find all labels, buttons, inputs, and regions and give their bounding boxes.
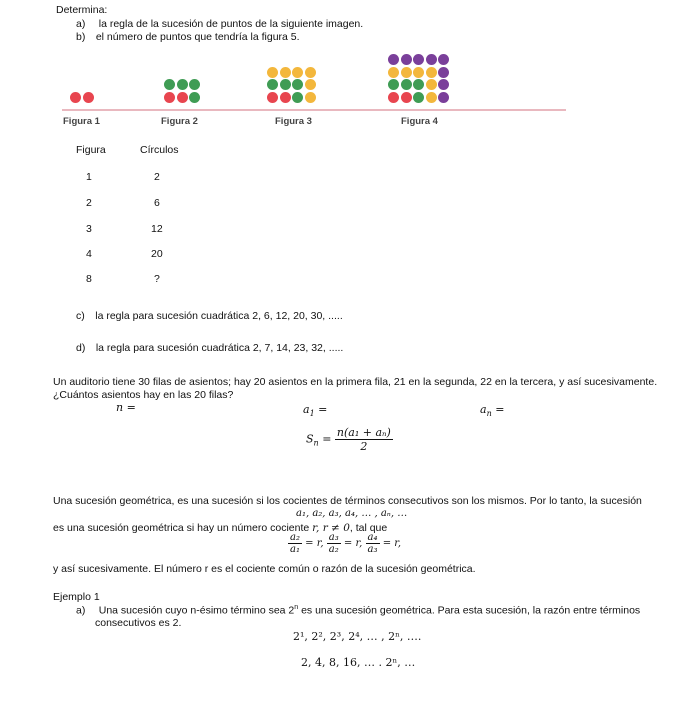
- task-b: b) el número de puntos que tendría la figura 5.: [76, 31, 300, 43]
- dot-yellow: [305, 79, 316, 90]
- dot-green: [292, 92, 303, 103]
- dot-red: [70, 92, 81, 103]
- figure-4-label: Figura 4: [401, 116, 438, 127]
- dot-green: [189, 92, 200, 103]
- dot-red: [164, 92, 175, 103]
- dot-red: [401, 92, 412, 103]
- powers-sequence: 2¹, 2², 2³, 2⁴, … , 2ⁿ, ….: [293, 630, 422, 643]
- table-cell: 6: [154, 197, 160, 209]
- dot-green: [413, 92, 424, 103]
- sum-denominator: 2: [360, 440, 368, 453]
- table-cell: 20: [151, 248, 163, 260]
- dot-yellow: [280, 67, 291, 78]
- equation-an: $a_n$ =: [480, 403, 505, 419]
- dot-purple: [388, 54, 399, 65]
- geometric-sequence: a₁, a₂, a₃, a₄, … , aₙ, …: [296, 508, 408, 519]
- dot-yellow: [413, 67, 424, 78]
- example-title: Ejemplo 1: [53, 591, 100, 603]
- dot-red: [177, 92, 188, 103]
- dot-green: [413, 79, 424, 90]
- dot-yellow: [292, 67, 303, 78]
- values-sequence: 2, 4, 8, 16, … . 2ⁿ, …: [301, 656, 416, 669]
- heading: Determina:: [56, 4, 108, 16]
- dot-yellow: [305, 92, 316, 103]
- dot-purple: [438, 79, 449, 90]
- figure-3-label: Figura 3: [275, 116, 312, 127]
- dot-green: [280, 79, 291, 90]
- sum-numerator: n(a₁ + aₙ): [336, 426, 391, 439]
- dot-yellow: [426, 92, 437, 103]
- table-cell: 1: [86, 171, 92, 183]
- table-header-figura: Figura: [76, 144, 106, 156]
- problem-question: ¿Cuántos asientos hay en las 20 filas?: [53, 389, 234, 401]
- dot-green: [401, 79, 412, 90]
- dot-green: [189, 79, 200, 90]
- dot-purple: [401, 54, 412, 65]
- task-a: a) la regla de la sucesión de puntos de la siguiente imagen.: [76, 18, 364, 30]
- example-a-line2: consecutivos es 2.: [95, 617, 182, 629]
- dot-green: [388, 79, 399, 90]
- dot-yellow: [426, 79, 437, 90]
- geometric-condition: es una sucesión geométrica si hay un número cociente r, r ≠ 0, tal que: [53, 522, 388, 534]
- dot-green: [164, 79, 175, 90]
- table-cell: 12: [151, 223, 163, 235]
- table-cell: 2: [86, 197, 92, 209]
- table-cell: 3: [86, 223, 92, 235]
- dot-yellow: [388, 67, 399, 78]
- table-cell: 8: [86, 273, 92, 285]
- dot-green: [292, 79, 303, 90]
- equation-n: n =: [116, 401, 136, 414]
- geometric-definition: Una sucesión geométrica, es una sucesión si los cocientes de términos consecutivos son los mismos. Por lo tanto, la sucesión: [53, 495, 642, 507]
- figure-1-label: Figura 1: [63, 116, 100, 127]
- ratio-equations: $\frac{\text{a₂}}{\text{a₁}}$ = r, $\frac{\text{a₃}}{\text{a₂}}$ = r, $\frac{\text{a₄}}{\text{a₃}}$ = r,: [290, 532, 402, 555]
- table-header-circulos: Círculos: [140, 144, 179, 156]
- dot-yellow: [267, 67, 278, 78]
- problem-text: Un auditorio tiene 30 filas de asientos; hay 20 asientos en la primera fila, 21 en la segunda, 22 en la tercera, y así sucesivamente.: [53, 376, 658, 388]
- dot-purple: [438, 54, 449, 65]
- equation-a1: $a_1$ =: [303, 403, 328, 419]
- geometric-ratio-note: y así sucesivamente. El número r es el cociente común o razón de la sucesión geométrica.: [53, 563, 476, 575]
- dot-yellow: [305, 67, 316, 78]
- dot-red: [267, 92, 278, 103]
- table-cell: 2: [154, 171, 160, 183]
- dot-purple: [438, 92, 449, 103]
- dot-purple: [413, 54, 424, 65]
- dot-red: [83, 92, 94, 103]
- dot-purple: [438, 67, 449, 78]
- sum-formula: $S_n$ = $\frac{\text{n(a₁ + aₙ)}}{2}$: [306, 426, 391, 453]
- task-c: c) la regla para sucesión cuadrática 2, 6, 12, 20, 30, .....: [76, 310, 343, 322]
- dot-yellow: [401, 67, 412, 78]
- task-d: d) la regla para sucesión cuadrática 2, 7, 14, 23, 32, .....: [76, 342, 344, 354]
- dot-green: [177, 79, 188, 90]
- example-a: a) Una sucesión cuyo n-ésimo término sea 2$^n$ es una sucesión geométrica. Para esta sucesión, la razón entre términos: [76, 604, 641, 617]
- dot-green: [267, 79, 278, 90]
- dot-red: [280, 92, 291, 103]
- dot-red: [388, 92, 399, 103]
- figure-2-label: Figura 2: [161, 116, 198, 127]
- dot-yellow: [426, 67, 437, 78]
- dot-purple: [426, 54, 437, 65]
- figures-baseline: [62, 109, 566, 111]
- table-cell: ?: [154, 273, 160, 285]
- table-cell: 4: [86, 248, 92, 260]
